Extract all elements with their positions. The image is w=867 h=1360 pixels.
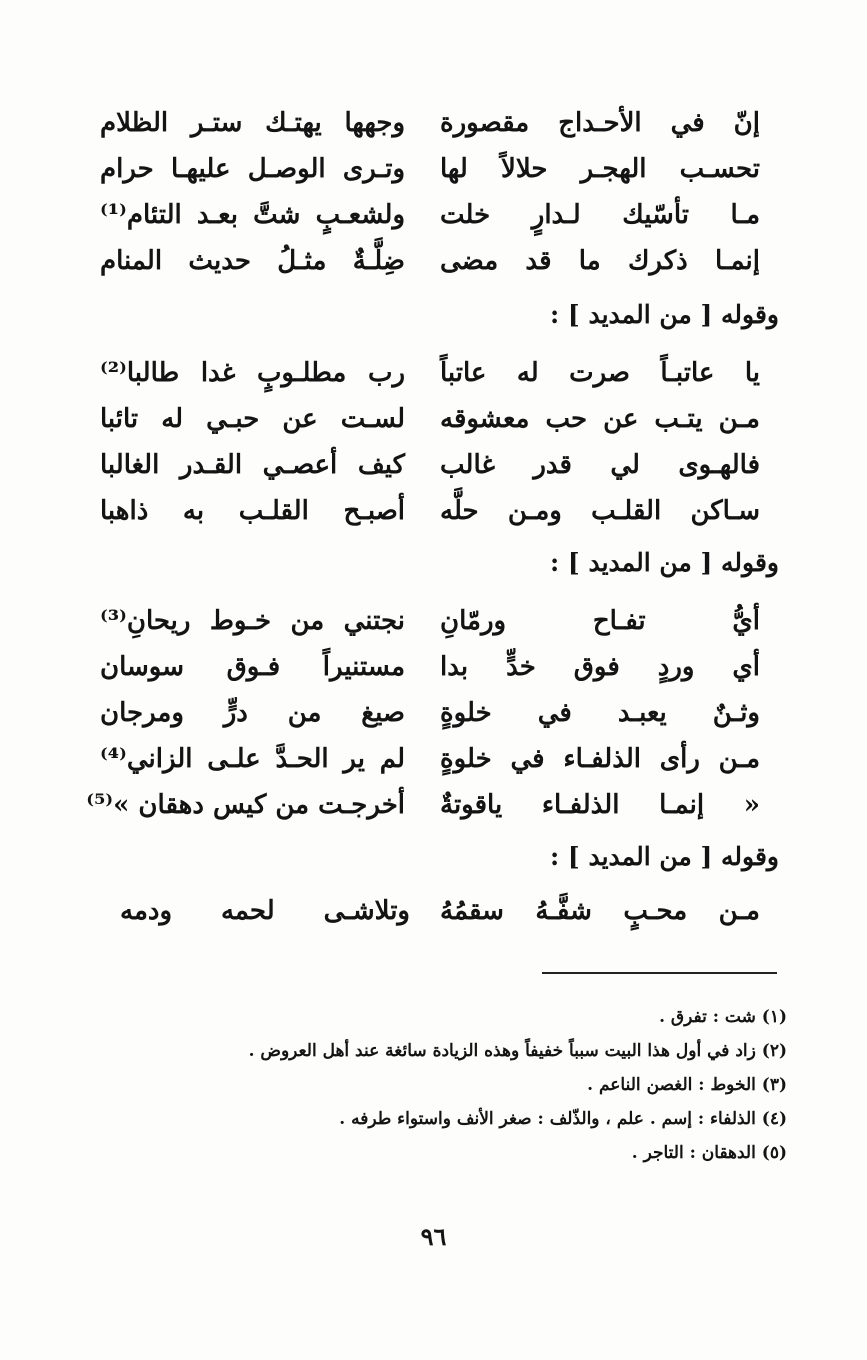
poem-block-1 <box>100 100 760 284</box>
verse-second-hemistich: أصبـح القلـب به ذاهبا <box>100 496 405 526</box>
verse-second-hemistich: وتلاشـى لحمه ودمه <box>120 896 410 926</box>
verse-line <box>100 350 760 396</box>
footnote: (٢) زاد في أول هذا البيت سبباً خفيفاً وهذه الزيادة سائغة عند أهل العروض . <box>248 1041 787 1061</box>
verse-first-hemistich: تحسـب الهجـر حلالاً لها <box>440 154 760 184</box>
verse-second-hemistich: ضِلَّـةٌ مثـلُ حديث المنام <box>100 246 405 276</box>
footnotes <box>87 1000 787 1170</box>
verse-second-hemistich: أخرجـت من كيس دهقان »⁽⁵⁾ <box>86 790 405 820</box>
verse-line <box>100 100 760 146</box>
verse-second-hemistich: كيف أعصـي القـدر الغالبا <box>100 450 405 480</box>
poem-block-2 <box>100 350 760 534</box>
verse-first-hemistich: يا عاتبـاً صرت له عاتباً <box>440 358 760 388</box>
verse-line <box>100 192 760 238</box>
verse-line <box>100 238 760 284</box>
section-heading: وقوله [ من المديد ] : <box>549 842 779 871</box>
section-heading: وقوله [ من المديد ] : <box>549 300 779 329</box>
verse-line <box>100 598 760 644</box>
verse-second-hemistich: وتـرى الوصـل عليهـا حرام <box>100 154 405 184</box>
verse-second-hemistich: مستنيراً فـوق سوسان <box>100 652 405 682</box>
verse-line <box>100 396 760 442</box>
verse-line <box>100 146 760 192</box>
verse-first-hemistich: مـا تأسّيك لـدارٍ خلت <box>440 200 760 230</box>
verse-second-hemistich: رب مطلـوبٍ غدا طالبا⁽²⁾ <box>100 358 405 388</box>
footnote: (١) شت : تفرق . <box>659 1007 787 1027</box>
verse-line <box>86 782 760 828</box>
verse-line <box>100 736 760 782</box>
verse-line <box>100 690 760 736</box>
verse-line <box>100 488 760 534</box>
footnote: (٣) الخوط : الغصن الناعم . <box>587 1075 787 1095</box>
verse-line <box>100 644 760 690</box>
footnote: (٤) الذلفاء : إسم . علم ، والذّلف : صغر الأنف واستواء طرفه . <box>339 1109 787 1129</box>
footnote-separator <box>542 972 777 974</box>
verse-first-hemistich: إنّ في الأحـداج مقصورة <box>440 108 760 138</box>
page-number: ٩٦ <box>420 1222 447 1251</box>
single-verse-line <box>120 888 760 934</box>
verse-second-hemistich: نجتني من خـوط ريحانِ⁽³⁾ <box>100 606 405 636</box>
verse-second-hemistich: لم ير الحـدَّ علـى الزاني⁽⁴⁾ <box>100 744 405 774</box>
verse-first-hemistich: وثـنٌ يعبـد في خلوةٍ <box>440 698 760 728</box>
verse-first-hemistich: مـن يتـب عن حب معشوقه <box>440 404 760 434</box>
verse-first-hemistich: فالهـوى لي قدر غالب <box>440 450 760 480</box>
verse-second-hemistich: صيغ من درٍّ ومرجان <box>100 698 405 728</box>
section-heading: وقوله [ من المديد ] : <box>549 548 779 577</box>
verse-first-hemistich: « إنمـا الذلفـاء ياقوتةٌ <box>440 790 760 820</box>
verse-first-hemistich: إنمـا ذكرك ما قد مضى <box>440 246 760 276</box>
verse-first-hemistich: مـن رأى الذلفـاء في خلوةٍ <box>440 744 760 774</box>
verse-second-hemistich: وجهها يهتـك ستـر الظلام <box>100 108 405 138</box>
verse-line <box>100 442 760 488</box>
poem-block-3 <box>86 598 760 828</box>
verse-first-hemistich: سـاكن القلـب ومـن حلَّه <box>440 496 760 526</box>
footnote: (٥) الدهقان : التاجر . <box>631 1143 787 1163</box>
verse-first-hemistich: أيُّ تفـاح ورمّانِ <box>440 606 760 636</box>
verse-second-hemistich: لسـت عن حبـي له تائبا <box>100 404 405 434</box>
verse-second-hemistich: ولشعـبٍ شتَّ بعـد التئام⁽¹⁾ <box>100 200 405 230</box>
verse-first-hemistich: أي وردٍ فوق خدٍّ بدا <box>440 652 760 682</box>
verse-first-hemistich: مـن محـبٍ شفَّـهُ سقمُهُ <box>440 896 760 926</box>
